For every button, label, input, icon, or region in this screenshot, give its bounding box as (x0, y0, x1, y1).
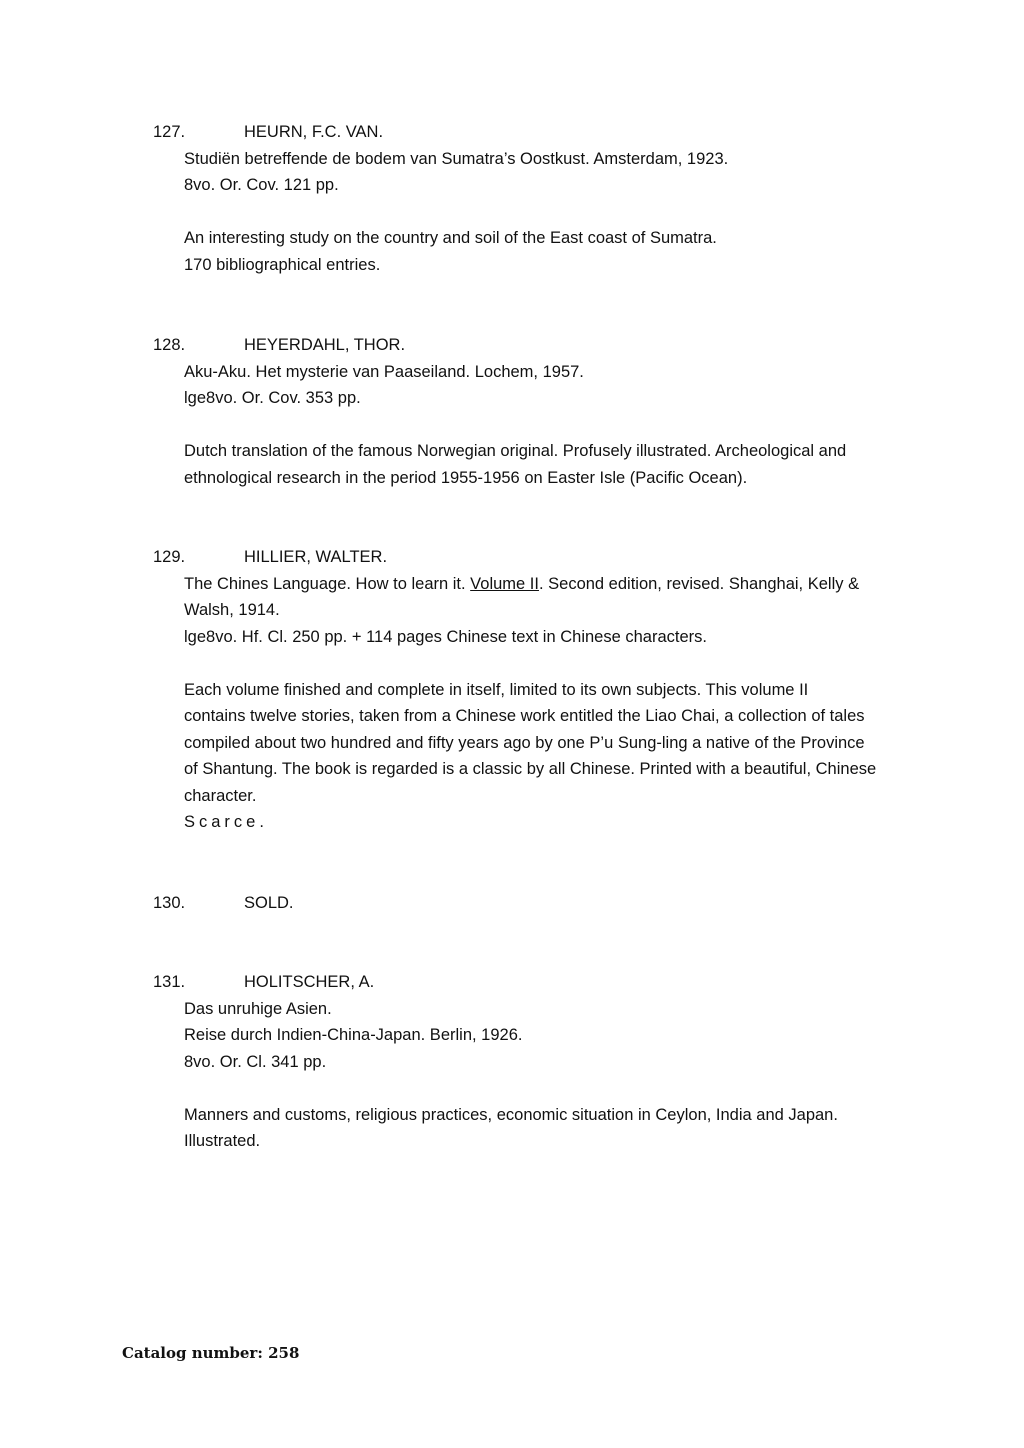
entry-title-part: The Chines Language. How to learn it. (184, 574, 471, 593)
entry-description-line: ethnological research in the period 1955-1956 on Easter Isle (Pacific Ocean). (184, 468, 748, 487)
entry-header (153, 544, 913, 571)
entry-body (184, 359, 913, 492)
catalog-entry-131 (153, 969, 913, 1155)
entry-description-line: Illustrated. (184, 1132, 261, 1150)
entry-subtitle: Reise durch Indien-China-Japan. Berlin, 1926. (184, 1026, 523, 1044)
catalog-entry-130 (153, 890, 913, 917)
entry-body (184, 571, 913, 836)
entry-description-line: character. (184, 786, 257, 805)
catalog-entry-128 (153, 332, 913, 491)
entry-description-line: Each volume finished and complete in itself, limited to its own subjects. This volume II (184, 680, 809, 699)
entry-title: Aku-Aku. Het mysterie van Paaseiland. Lochem, 1957. (184, 362, 584, 381)
entry-description-line: Dutch translation of the famous Norwegian original. Profusely illustrated. Archeological and (184, 442, 847, 460)
entry-scarce-note: Scarce. (184, 813, 268, 831)
entry-author: HEURN, F.C. VAN. (244, 123, 384, 141)
entry-description-line: contains twelve stories, taken from a Chinese work entitled the Liao Chai, a collection of tales (184, 707, 865, 725)
entry-description-line: of Shantung. The book is regarded is a classic by all Chinese. Printed with a beautiful, Chinese (184, 760, 877, 778)
entry-header (153, 119, 913, 146)
entry-format: 8vo. Or. Cl. 341 pp. (184, 1052, 327, 1071)
entry-author: HOLITSCHER, A. (244, 973, 375, 991)
entry-author: HILLIER, WALTER. (244, 548, 388, 566)
entry-author: HEYERDAHL, THOR. (244, 336, 406, 354)
entry-description-line: Manners and customs, religious practices, economic situation in Ceylon, India and Japan. (184, 1105, 838, 1124)
entry-number: 129. (153, 548, 186, 566)
entry-title-volume: Volume II (470, 574, 539, 593)
entry-number: 127. (153, 123, 186, 141)
entry-body (184, 996, 913, 1155)
entry-format: lge8vo. Hf. Cl. 250 pp. + 114 pages Chinese text in Chinese characters. (184, 627, 707, 646)
entry-number: 131. (153, 973, 186, 991)
catalog-number-footer: Catalog number: 258 (122, 1344, 300, 1362)
entry-description-line: 170 bibliographical entries. (184, 255, 381, 274)
entry-header (153, 969, 913, 996)
entry-title-continued: Walsh, 1914. (184, 601, 280, 619)
entry-number: 130. (153, 894, 186, 912)
entry-title (184, 571, 913, 598)
entry-header (153, 890, 913, 917)
catalog-entry-127 (153, 119, 913, 278)
catalog-entry-129 (153, 544, 913, 836)
entry-body (184, 146, 913, 279)
entry-number: 128. (153, 336, 186, 354)
entry-format: 8vo. Or. Cov. 121 pp. (184, 176, 339, 194)
entry-header (153, 332, 913, 359)
entry-status-sold: SOLD. (244, 894, 294, 912)
entry-title: Studiën betreffende de bodem van Sumatra’s Oostkust. Amsterdam, 1923. (184, 149, 729, 168)
entry-title-part: . Second edition, revised. Shanghai, Kelly & (538, 574, 860, 593)
entry-format: lge8vo. Or. Cov. 353 pp. (184, 389, 361, 407)
entry-description-line: compiled about two hundred and fifty years ago by one P’u Sung-ling a native of the Province (184, 733, 865, 752)
entry-description-line: An interesting study on the country and soil of the East coast of Sumatra. (184, 229, 717, 247)
entry-title: Das unruhige Asien. (184, 999, 332, 1018)
